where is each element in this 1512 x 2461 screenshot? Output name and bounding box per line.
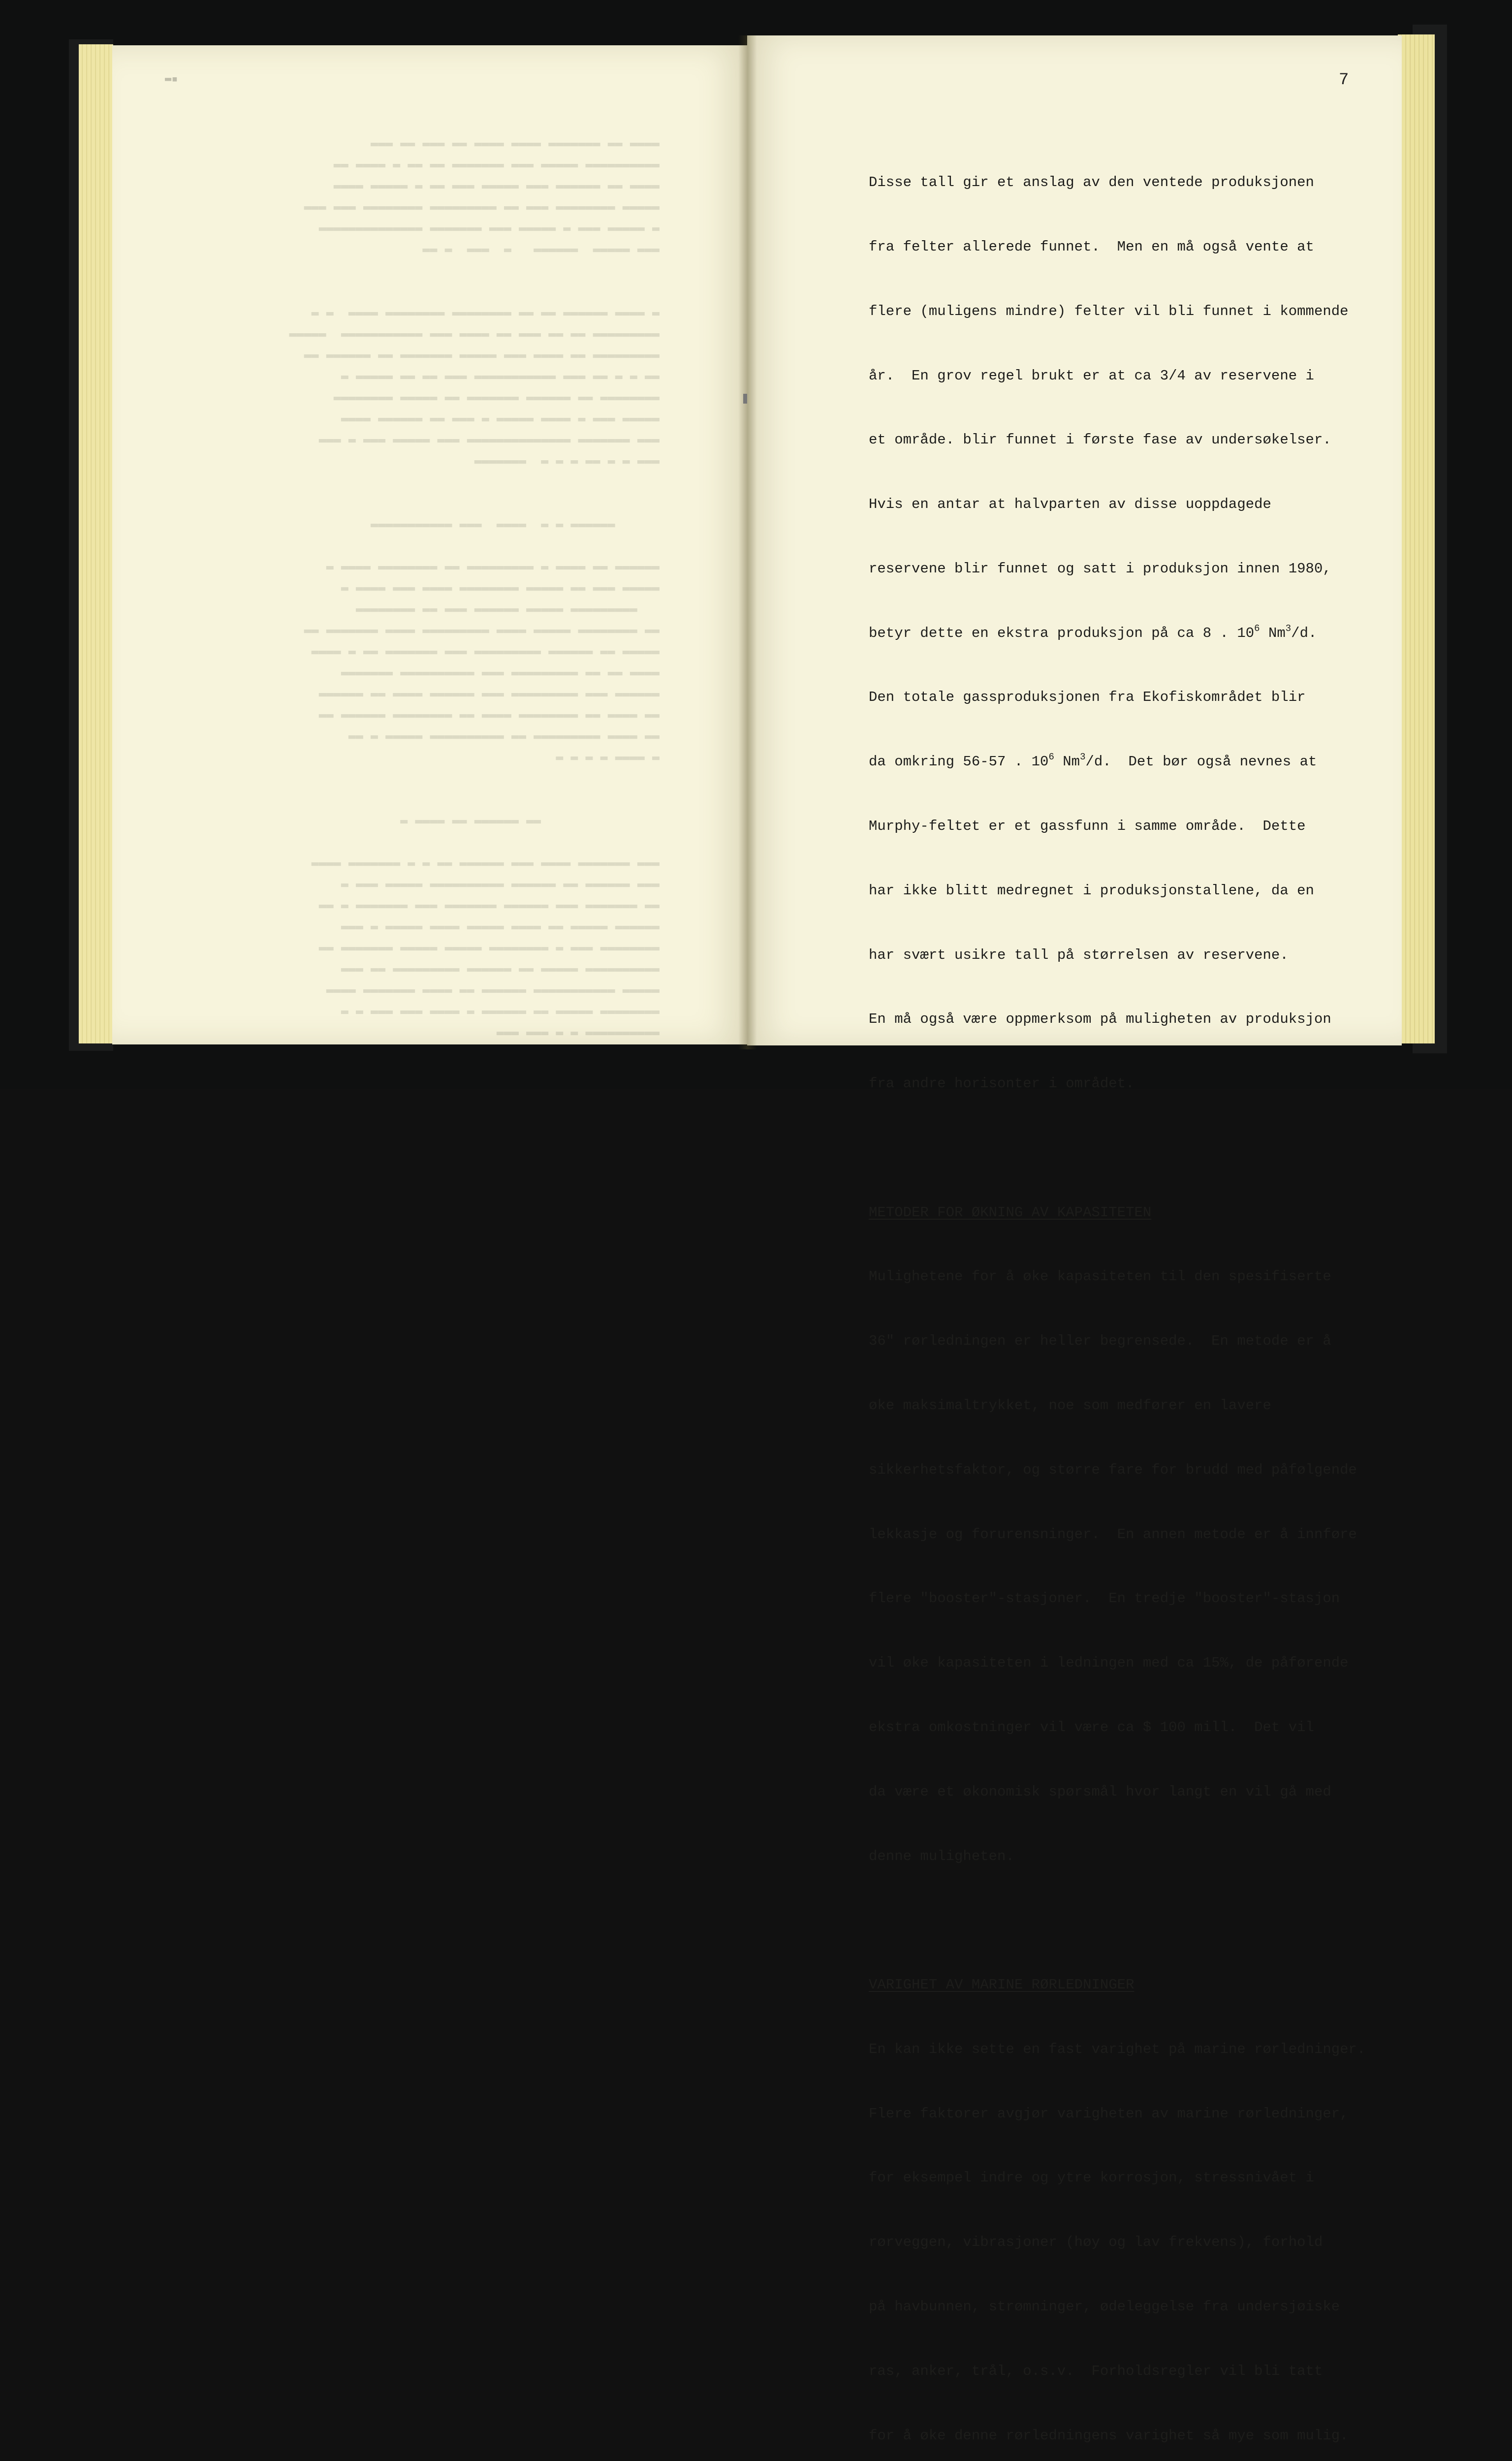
text-line: fra felter allerede funnet. Men en må også vente at <box>869 238 1314 255</box>
text-line-with-exponent <box>869 751 1381 773</box>
text-line: et område. blir funnet i første fase av undersøkelser. <box>869 432 1331 448</box>
text-line: for å øke denne rørledningens varighet så mye som mulig. <box>869 2427 1349 2444</box>
text-segment: betyr dette en ekstra produksjon på ca 8 . 10 <box>869 625 1255 641</box>
text-line: øke maksimaltrykket, noe som medfører en lavere <box>869 1397 1271 1414</box>
text-line: En må også være oppmerksom på muligheten av produksjon <box>869 1011 1331 1028</box>
text-line: har svært usikre tall på størrelsen av reservene. <box>869 947 1289 963</box>
text-line-with-exponent <box>869 623 1381 644</box>
text-line: flere "booster"-stasjoner. En tredje "booster"-stasjon <box>869 1590 1340 1607</box>
text-line: på havbunnen, strømninger, ødeleggelse fra undersjøiske <box>869 2298 1340 2315</box>
text-line: flere (muligens mindre) felter vil bli funnet i kommende <box>869 303 1349 319</box>
text-segment: /d. Det bør også nevnes at <box>1085 754 1317 770</box>
text-line: har ikke blitt medregnet i produksjonstallene, da en <box>869 882 1314 899</box>
text-line: 36" rørledningen er heller begrensede. En metode er å <box>869 1333 1331 1350</box>
bleed-through-texture: ▬▬▬▬ ▬▬ ▬▬▬▬▬▬▬ ▬▬▬▬ ▬▬▬▬ ▬▬ ▬▬▬ ▬▬ ▬▬▬ ▬▬▬▬▬▬▬▬▬▬ ▬▬▬▬▬ ▬▬▬ ▬▬▬▬▬▬▬ ▬▬ ▬▬ ▬ ▬▬▬▬ ▬▬ ▬▬▬▬ ▬▬ ▬▬▬▬▬▬ ▬▬▬ ▬▬▬▬▬ ▬▬▬ ▬▬ ▬ ▬▬▬▬▬ ▬▬▬▬ ▬▬▬▬▬ ▬▬▬▬▬▬▬▬ ▬▬▬ ▬▬ ▬▬▬▬▬▬▬▬▬ ▬▬▬▬▬▬▬▬ ▬▬▬ ▬▬▬ ▬ ▬▬▬▬▬ ▬▬▬ ▬ ▬▬▬▬▬ ▬▬▬ ▬▬▬▬▬▬▬ ▬▬▬▬▬▬▬▬▬▬▬▬▬▬ ▬▬▬ ▬▬▬▬▬ ▬▬▬▬▬▬ ▬ ▬▬▬ ▬ ▬▬ ▬ ▬▬▬▬ ▬▬▬▬▬▬ ▬▬ ▬▬ ▬▬▬▬▬▬▬▬ ▬▬▬▬▬▬▬▬ ▬▬▬▬ ▬ ▬ ▬▬▬▬▬▬▬▬▬ ▬▬ ▬▬ ▬▬▬ ▬▬ ▬▬▬▬ ▬▬▬ ▬▬▬▬▬▬▬▬▬▬▬ ▬▬▬▬▬ ▬▬▬▬▬▬▬▬▬ ▬▬ ▬▬▬▬ ▬▬▬ ▬▬▬▬▬ ▬▬▬▬▬▬▬ ▬▬ ▬▬▬▬▬▬ ▬▬ ▬▬ ▬ ▬ ▬▬ ▬▬▬ ▬▬▬▬▬▬▬▬▬▬▬ ▬▬▬ ▬▬ ▬▬ ▬▬▬▬▬ ▬ ▬▬▬▬▬▬▬▬ ▬▬ ▬▬▬▬▬▬ ▬▬▬▬▬▬▬ ▬▬ ▬▬▬▬▬ ▬▬▬▬▬▬▬▬ ▬▬▬▬▬ ▬▬▬ ▬ ▬▬▬▬ ▬▬▬▬▬ ▬ ▬▬▬ ▬▬ ▬▬▬▬▬▬ ▬▬▬▬ ▬▬▬ ▬▬▬▬▬▬▬ ▬▬▬▬▬▬▬▬▬▬▬▬▬▬ ▬▬▬ ▬▬▬▬▬ ▬▬▬ ▬ ▬▬▬ ▬▬▬ ▬ ▬ ▬▬ ▬ ▬ ▬ ▬▬▬▬▬▬▬ ▬▬▬▬▬▬ ▬ ▬ ▬▬▬▬ ▬▬▬ ▬▬▬▬▬▬▬▬▬▬▬ ▬▬▬▬▬▬ ▬▬ ▬▬▬▬ ▬ ▬▬▬▬▬▬▬▬▬ ▬▬ ▬▬▬▬▬▬▬▬ ▬▬▬▬ ▬ ▬▬▬▬▬ ▬▬▬ ▬▬ ▬▬▬▬▬ ▬▬▬▬▬▬▬▬ ▬▬▬▬ ▬▬▬ ▬▬▬▬ ▬ ▬▬▬▬▬▬▬▬▬ ▬▬▬▬▬ ▬▬▬▬▬▬ ▬▬▬ ▬▬ ▬▬▬▬▬▬▬▬ ▬▬ ▬▬▬▬▬▬▬▬ ▬▬▬▬▬ ▬▬▬▬ ▬▬▬▬▬▬▬▬▬ ▬▬▬▬ ▬▬▬▬▬▬▬ ▬▬ ▬▬▬▬▬ ▬▬ ▬▬▬▬▬▬ ▬▬▬▬▬▬▬▬▬ ▬▬▬ ▬▬▬▬▬▬▬ ▬▬ ▬ ▬▬▬▬ ▬▬▬▬ ▬▬ ▬▬ ▬▬▬▬▬▬▬▬▬ ▬▬▬ ▬▬▬▬▬▬▬▬▬▬ ▬▬▬▬▬▬▬ ▬▬▬▬▬▬ ▬▬▬ ▬▬▬▬▬▬▬▬▬ ▬▬▬ ▬▬▬▬▬▬ ▬▬▬▬ ▬▬ ▬▬▬▬▬▬ ▬▬ ▬▬▬▬ ▬▬ ▬▬▬▬▬▬▬▬ ▬▬▬▬ ▬▬ ▬▬▬▬▬▬▬▬ ▬▬▬▬▬▬ ▬▬ ▬▬ ▬▬▬▬ ▬▬▬▬▬▬▬▬▬ ▬▬ ▬▬▬▬▬▬▬▬▬▬ ▬▬▬▬▬ ▬ ▬▬ ▬ ▬▬▬▬ ▬ ▬ ▬ ▬ ▬▬ ▬▬▬▬▬▬ ▬▬ ▬▬▬▬ ▬ ▬▬▬ ▬▬▬▬▬▬▬ ▬▬▬▬ ▬▬▬ ▬▬▬▬▬▬ ▬▬ ▬ ▬ ▬▬▬▬▬▬▬ ▬▬▬▬ ▬▬▬ ▬▬▬▬▬▬ ▬▬ ▬▬▬▬▬▬ ▬▬▬▬▬▬▬▬▬▬ ▬▬▬▬▬ ▬▬▬ ▬ ▬▬ ▬▬▬▬▬▬▬ ▬▬▬ ▬▬▬▬▬▬ ▬▬▬▬▬▬▬ ▬▬▬ ▬▬▬▬▬▬▬ ▬ ▬▬ ▬▬▬▬▬▬ ▬▬▬▬▬ ▬▬ ▬▬▬▬ ▬▬▬▬▬ ▬▬▬▬ ▬▬▬▬▬ ▬ ▬▬▬ ▬▬▬▬▬▬▬▬ ▬▬▬ ▬ ▬▬▬▬▬▬▬▬ ▬▬▬▬▬ ▬▬▬▬▬ ▬▬▬▬▬▬▬ ▬▬ ▬▬▬▬▬▬▬▬▬▬ ▬▬▬▬▬ ▬▬ ▬▬▬▬▬▬ ▬▬▬▬▬▬▬▬▬ ▬▬ ▬▬▬ ▬▬▬▬▬ ▬▬▬▬▬▬▬▬▬▬▬ ▬▬▬▬▬▬ ▬▬ ▬▬▬▬ ▬▬▬▬▬▬▬ ▬▬▬▬ ▬▬▬▬▬▬▬▬ ▬▬▬▬▬ ▬▬ ▬▬▬▬▬▬ ▬ ▬▬▬▬ ▬▬▬ ▬▬▬ ▬ ▬ ▬▬▬▬▬▬▬▬▬▬ ▬ ▬ ▬▬▬ ▬▬▬ <box>289 136 660 1040</box>
text-line: sikkerhetsfaktor, og større fare for brudd med påfølgende <box>869 1461 1357 1478</box>
text-line: ras, anker, trål, o.s.v. Forholdsregler vil bli tatt <box>869 2363 1323 2379</box>
text-line: Hvis en antar at halvparten av disse uoppdagede <box>869 496 1271 513</box>
text-line: vil øke kapasiteten i ledningen med ca 15%, de påførende <box>869 1655 1349 1672</box>
exponent: 3 <box>1080 752 1086 763</box>
bleed-through-mark: ▬▪ <box>165 73 178 85</box>
paragraph-gap <box>869 1137 1381 1159</box>
text-line: Mulighetene for å øke kapasiteten til den spesifiserte <box>869 1268 1331 1285</box>
text-line: Disse tall gir et anslag av den ventede produksjonen <box>869 174 1314 191</box>
text-segment: da omkring 56-57 . 10 <box>869 754 1049 770</box>
paragraph-gap <box>869 1910 1381 1931</box>
text-line: for eksempel indre og ytre korrosjon, stressnivået i <box>869 2170 1314 2186</box>
text-line: denne muligheten. <box>869 1848 1014 1864</box>
text-line: år. En grov regel brukt er at ca 3/4 av reservene i <box>869 367 1314 384</box>
text-line: reservene blir funnet og satt i produksjon innen 1980, <box>869 560 1331 577</box>
text-line: lekkasje og forurensninger. En annen metode er å innføre <box>869 1526 1357 1543</box>
text-segment: Nm <box>1260 625 1286 641</box>
page-number: 7 <box>1339 71 1349 90</box>
text-line: fra andre horisonter i området. <box>869 1075 1134 1092</box>
page-edges-right <box>1398 34 1435 1043</box>
page-body-text <box>869 129 1381 2461</box>
section-heading: METODER FOR ØKNING AV KAPASITETEN <box>869 1204 1152 1221</box>
text-line: da være et økonomisk spørsmål hvor langt en vil gå med <box>869 1783 1331 1800</box>
section-heading: VARIGHET AV MARINE RØRLEDNINGER <box>869 1977 1134 1993</box>
book-gutter <box>738 35 757 1049</box>
page-edges-left <box>79 44 113 1043</box>
text-segment: Nm <box>1054 754 1080 770</box>
text-segment: /d. <box>1291 625 1317 641</box>
binding-clip <box>743 394 747 404</box>
text-line: En kan ikke sette en fast varighet på marine rørledninger. <box>869 2041 1366 2057</box>
text-line: rørveggen, vibrasjoner (høy og lav frekvens), forhold <box>869 2234 1323 2251</box>
exponent: 3 <box>1285 623 1292 634</box>
exponent: 6 <box>1048 752 1054 763</box>
exponent: 6 <box>1254 623 1260 634</box>
text-line: ekstra omkostninger vil være ca $ 100 mill. Det vil <box>869 1719 1314 1735</box>
text-line: Flere faktorer avgjør varigheten av marine rørledninger, <box>869 2105 1349 2122</box>
text-line: Den totale gassproduksjonen fra Ekofiskområdet blir <box>869 689 1306 706</box>
text-line: Murphy-feltet er et gassfunn i samme område. Dette <box>869 818 1306 834</box>
